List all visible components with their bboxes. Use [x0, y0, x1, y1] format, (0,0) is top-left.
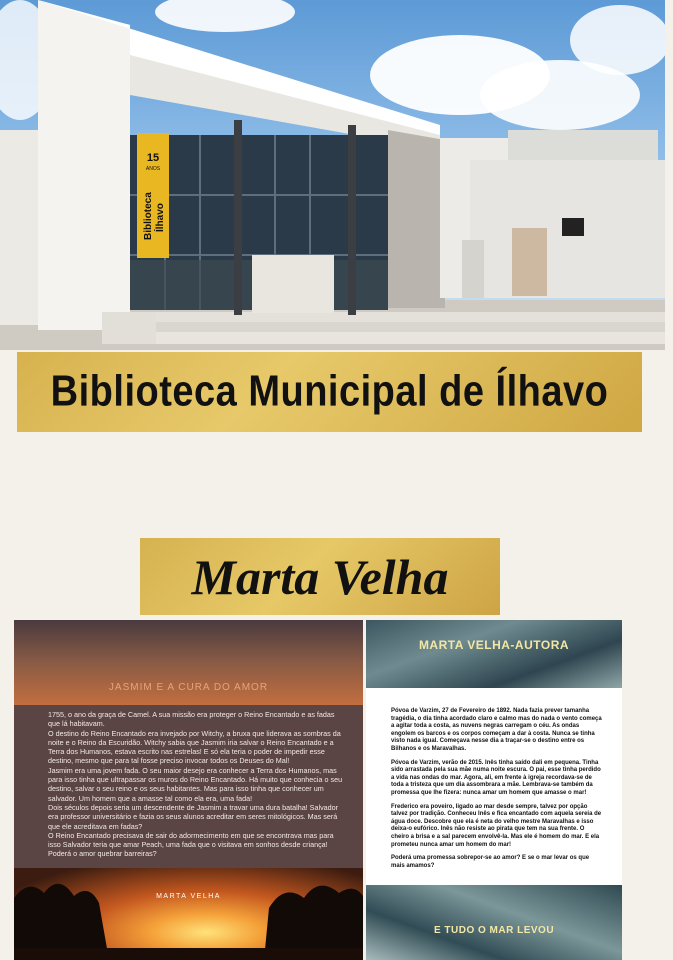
book-author-heading: MARTA VELHA-AUTORA: [418, 638, 570, 652]
synopsis-paragraph: Poderá uma promessa sobrepor-se ao amor? E se o mar levar os que mais amamos?: [391, 855, 590, 869]
book-synopsis-jasmim: 1755, o ano da graça de Camel. A sua missão era proteger o Reino Encantado e as fadas que lá habitavam. O destino do Reino Encantado era invejado por Witchy, a bruxa que liderava as sombras da noite e o Reino da Escuridão. Witchy sabia que Jasmim iria salvar o Reino Encantado e a Terra dos Humanos, estava escrito nas estrelas! E só ela teria o poder de impedir esse destino, mesmo que para tal fosse preciso invocar todos os Deuses do Mal! Jasmim era uma jovem fada. O seu maior desejo era conhecer a Terra dos Humanos, mas para isso tinha que ultrapassar os muros do Reino Encantado. Há muito que conhecia o seu destino, salvar o seu reino e os seus habitantes. Mas para isso tinha que conhecer um salvador. Um homem que a amasse tal como ela era, uma fada! Dois séculos depois seria um descendente de Jasmim a travar uma dura batalha! Salvador era professor universitário e fazia os seus alunos acreditar em seres mitológicos. Mas será que ele acreditava em fadas? O Reino Encantado precisava de sair do adormecimento em que se encontrava mas para isso Salvador teria que amar Peach, uma fada que o visitava em sonhos desde criança! Poderá o amor quebrar barreiras?: [48, 710, 343, 859]
book-cover-jasmim: [14, 620, 363, 960]
banner-text-2: Ílhavo: [155, 203, 166, 232]
library-building-photo: [0, 0, 665, 350]
synopsis-paragraph: Frederico era poveiro, ligado ao mar desde sempre, talvez por opção talvez por tradição. Conheceu Inês e fica encantado com aquela sereia de água doce. Descobre que ela é neta do velho mestre Maravalhas e isso deixa-o eufórico. Inês não resiste ao pirata que tem na sua frente. O cheiro a brisa e a sal parecem envolvê-la. Mas ele é homem do mar. E ela prometeu nunca amar um homem do mar!: [391, 803, 602, 848]
synopsis-paragraph: Póvoa de Varzim, 27 de Fevereiro de 1892. Nada fazia prever tamanha tragédia, o dia tinha acordado claro e calmo mas do nada o vento começa a agitar toda a costa, as nuvens negras carregam o céu. As ondas engolem os barcos e os corpos começam a dar à costa. Nunca se tinha visto nada igual. Começava nesse dia a traçar-se o destino entre os Bilhanos e os Maravalhas.: [391, 708, 602, 752]
building-illustration: [0, 0, 665, 350]
book-title-mar: E TUDO O MAR LEVOU: [433, 925, 555, 936]
sunset-trees-image: [14, 868, 363, 960]
book-cover-mar: [366, 620, 622, 960]
banner-sub: ANOS: [145, 166, 161, 172]
book-title-jasmim: JASMIM E A CURA DO AMOR: [108, 682, 269, 693]
sea-waves-image-top: [366, 620, 622, 688]
book-synopsis-mar: [391, 708, 603, 876]
banner-text-1: Biblioteca: [143, 192, 154, 240]
sea-waves-image-bottom: [366, 885, 622, 960]
author-banner: [140, 538, 500, 615]
synopsis-paragraph: Póvoa de Varzim, verão de 2015. Inês tinha saído dali em pequena. Tinha sido arrastada pela sua mãe numa noite escura. O pai, esse tinha perdido a vida nas ondas do mar. Agora, ali, em frente à igreja recordava-se de toda a tristeza que um dia assombrara a mãe. Lembrava-se também da promessa que lhe fizera: nunca amar um homem que amasse o mar!: [391, 759, 601, 796]
author-name: Marta Velha: [191, 548, 449, 605]
book-author-jasmim: MARTA VELHA: [156, 893, 221, 900]
banner-number: 15: [146, 152, 160, 164]
library-title-banner: [17, 352, 642, 432]
page-title: Biblioteca Municipal de Ílhavo: [50, 367, 609, 416]
